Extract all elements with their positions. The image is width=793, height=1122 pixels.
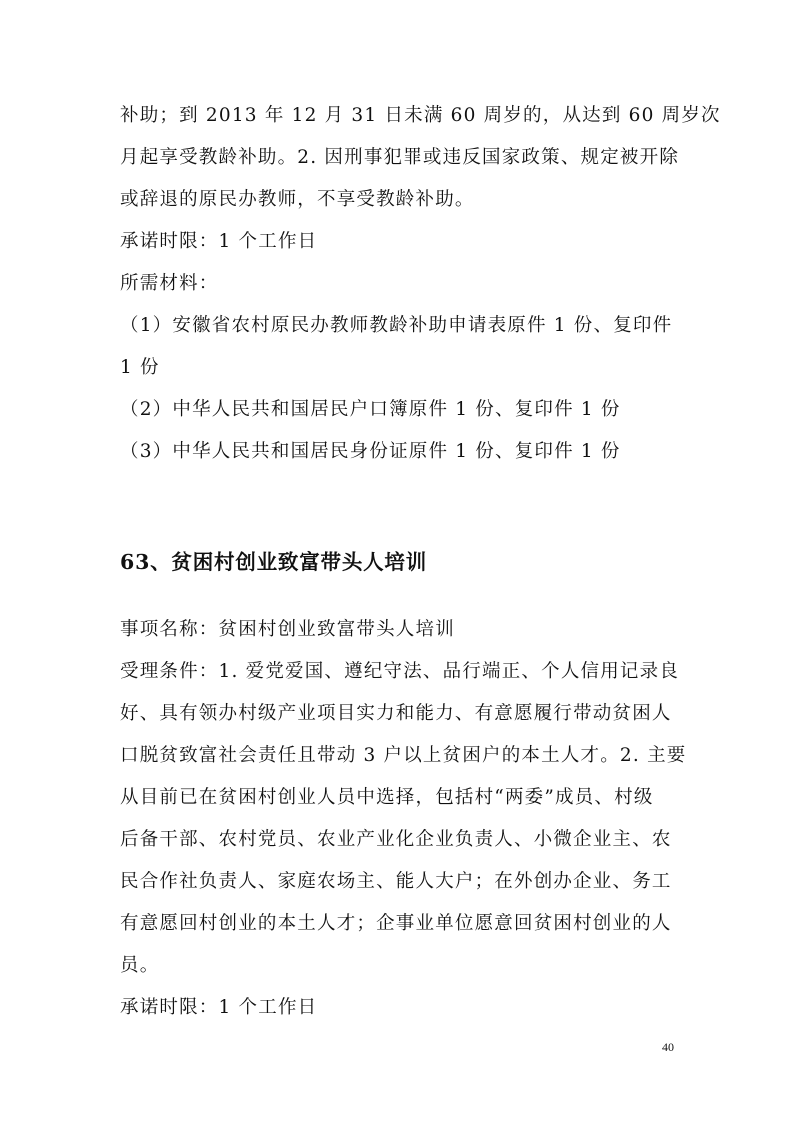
time-limit-text: 承诺时限：1 个工作日 xyxy=(120,231,318,252)
material-item-continuation: 1 份 xyxy=(120,357,160,378)
material-item: （1）安徽省农村原民办教师教龄补助申请表原件 1 份、复印件 xyxy=(120,315,673,336)
time-limit-text: 承诺时限：1 个工作日 xyxy=(120,997,318,1018)
page-number: 40 xyxy=(662,1040,674,1054)
condition-line: 员。 xyxy=(120,955,160,976)
paragraph-line: 补助；到 2013 年 12 月 31 日未满 60 周岁的，从达到 60 周岁次 xyxy=(120,105,721,126)
condition-line: 有意愿回村创业的本土人才；企事业单位愿意回贫困村创业的人 xyxy=(120,913,672,934)
material-item: （3）中华人民共和国居民身份证原件 1 份、复印件 1 份 xyxy=(120,441,621,462)
section-heading: 63、贫困村创业致富带头人培训 xyxy=(120,550,428,574)
condition-line: 从目前已在贫困村创业人员中选择，包括村“两委”成员、村级 xyxy=(120,787,654,808)
condition-line: 受理条件：1. 爱党爱国、遵纪守法、品行端正、个人信用记录良 xyxy=(120,661,680,682)
paragraph-line: 或辞退的原民办教师，不享受教龄补助。 xyxy=(120,189,475,210)
materials-label: 所需材料： xyxy=(120,273,219,294)
condition-line: 后备干部、农村党员、农业产业化企业负责人、小微企业主、农 xyxy=(120,829,672,850)
condition-line: 口脱贫致富社会责任且带动 3 户以上贫困户的本土人才。2. 主要 xyxy=(120,745,687,766)
material-item: （2）中华人民共和国居民户口簿原件 1 份、复印件 1 份 xyxy=(120,399,621,420)
condition-line: 好、具有领办村级产业项目实力和能力、有意愿履行带动贫困人 xyxy=(120,703,672,724)
item-name-text: 事项名称：贫困村创业致富带头人培训 xyxy=(120,619,455,640)
paragraph-line: 月起享受教龄补助。2. 因刑事犯罪或违反国家政策、规定被开除 xyxy=(120,147,680,168)
condition-line: 民合作社负责人、家庭农场主、能人大户；在外创办企业、务工 xyxy=(120,871,672,892)
